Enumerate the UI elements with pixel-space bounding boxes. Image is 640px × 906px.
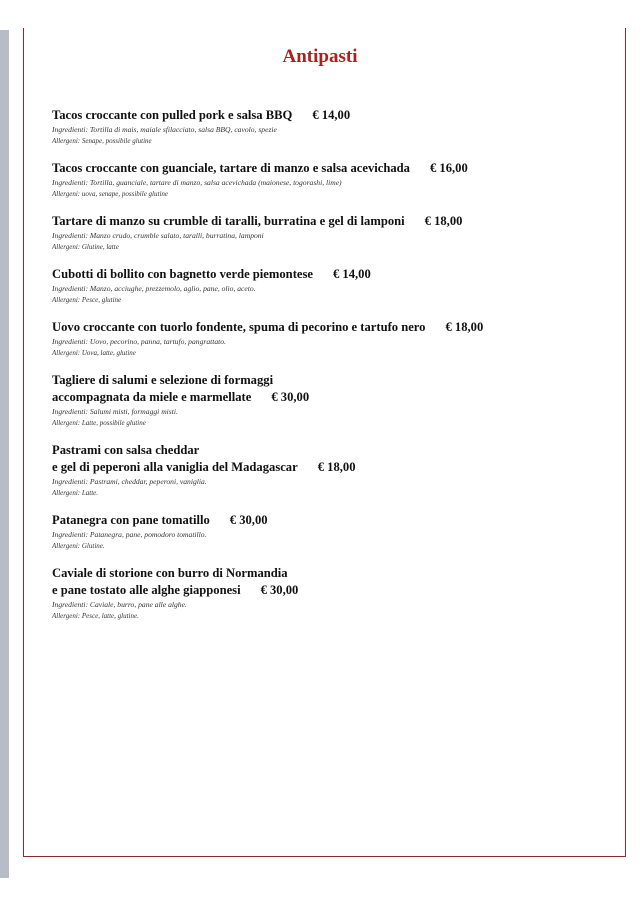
dish-name-line (52, 512, 612, 529)
dish-allergens: Allergeni: uova, senape, possibile glutine (52, 189, 168, 198)
dish-allergens: Allergeni: Latte, possibile glutine (52, 418, 146, 427)
dish-ingredients: Ingredienti: Caviale, burro, pane alle alghe. (52, 600, 187, 609)
dish-price: € 18,00 (317, 460, 356, 474)
menu-item (52, 512, 612, 552)
dish-allergens: Allergeni: Glutine, latte (52, 242, 119, 251)
left-edge-strip (0, 30, 9, 878)
dish-name-line (52, 266, 612, 283)
dish-price: € 14,00 (312, 108, 351, 122)
dish-name: e pane tostato alle alghe giapponesi (52, 583, 241, 597)
dish-price: € 30,00 (260, 583, 299, 597)
dish-name: accompagnata da miele e marmellate (52, 390, 252, 404)
dish-allergens: Allergeni: Latte. (52, 488, 99, 497)
dish-price: € 16,00 (429, 161, 468, 175)
menu-item (52, 160, 612, 200)
dish-name: Uovo croccante con tuorlo fondente, spuma di pecorino e tartufo nero (52, 320, 426, 334)
page-title: Antipasti (282, 46, 358, 67)
menu-item (52, 319, 612, 359)
dish-ingredients: Ingredienti: Tortilla di mais, maiale sfilacciato, salsa BBQ, cavolo, spezie (52, 125, 277, 134)
dish-allergens: Allergeni: Senape, possibile glutine (52, 136, 152, 145)
dish-name-line (52, 582, 612, 599)
dish-allergens: Allergeni: Pesce, glutine (52, 295, 122, 304)
dish-ingredients: Ingredienti: Manzo, acciughe, prezzemolo, aglio, pane, olio, aceto. (52, 284, 256, 293)
dish-price: € 14,00 (332, 267, 371, 281)
dish-ingredients: Ingredienti: Manzo crudo, crumble salato, taralli, burratina, lamponi (52, 231, 264, 240)
dish-name: Caviale di storione con burro di Normandia (52, 566, 288, 580)
menu-item (52, 565, 612, 622)
dish-name-line (52, 372, 612, 389)
menu-item (52, 213, 612, 253)
dish-price: € 18,00 (445, 320, 484, 334)
menu-list (52, 107, 612, 635)
dish-price: € 18,00 (424, 214, 463, 228)
dish-ingredients: Ingredienti: Patanegra, pane, pomodoro tomatillo. (52, 530, 207, 539)
dish-name-line (52, 565, 612, 582)
dish-name: Tacos croccante con pulled pork e salsa BBQ (52, 108, 293, 122)
dish-ingredients: Ingredienti: Pastrami, cheddar, peperoni, vaniglia. (52, 477, 207, 486)
dish-price: € 30,00 (271, 390, 310, 404)
dish-name: Cubotti di bollito con bagnetto verde piemontese (52, 267, 313, 281)
menu-item (52, 372, 612, 429)
dish-ingredients: Ingredienti: Uovo, pecorino, panna, tartufo, pangrattato. (52, 337, 226, 346)
dish-name-line (52, 459, 612, 476)
dish-allergens: Allergeni: Glutine. (52, 541, 105, 550)
dish-name: Tartare di manzo su crumble di taralli, burratina e gel di lamponi (52, 214, 405, 228)
dish-name: Tacos croccante con guanciale, tartare di manzo e salsa acevichada (52, 161, 410, 175)
dish-name-line (52, 107, 612, 124)
dish-name: Tagliere di salumi e selezione di formaggi (52, 373, 274, 387)
dish-name: Pastrami con salsa cheddar (52, 443, 200, 457)
dish-price: € 30,00 (229, 513, 268, 527)
dish-name-line (52, 442, 612, 459)
dish-allergens: Allergeni: Pesce, latte, glutine. (52, 611, 139, 620)
dish-name: e gel di peperoni alla vaniglia del Madagascar (52, 460, 298, 474)
dish-name-line (52, 160, 612, 177)
dish-name: Patanegra con pane tomatillo (52, 513, 210, 527)
dish-ingredients: Ingredienti: Salumi misti, formaggi misti. (52, 407, 178, 416)
dish-ingredients: Ingredienti: Tortilla, guanciale, tartare di manzo, salsa acevichada (maionese, togorashi, lime) (52, 178, 342, 187)
dish-name-line (52, 213, 612, 230)
menu-item (52, 442, 612, 499)
menu-item (52, 107, 612, 147)
dish-name-line (52, 319, 612, 336)
dish-allergens: Allergeni: Uova, latte, glutine (52, 348, 136, 357)
menu-item (52, 266, 612, 306)
dish-name-line (52, 389, 612, 406)
